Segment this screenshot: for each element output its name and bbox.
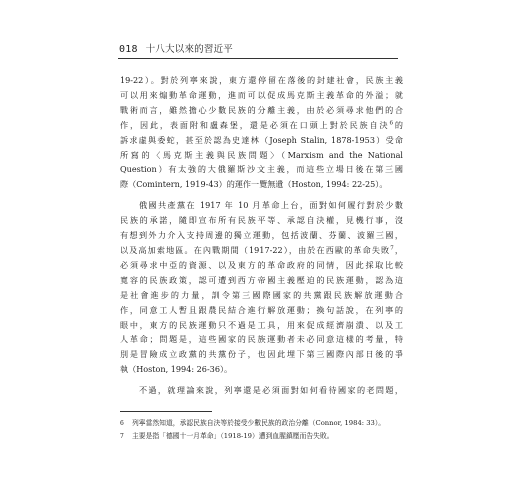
- body-text: [120, 73, 403, 398]
- body-line: 是社會進步的力量，訓令第三國際國家的共黨跟民族解放運動合: [120, 289, 403, 300]
- header-rule: [118, 58, 398, 59]
- body-line: 所寫的〈馬克斯主義與民族問題〉（Marxism and the National: [120, 149, 403, 160]
- body-line: 作，同意工人暫且跟農民結合進行解放運動；換句話說，在列寧的: [120, 304, 403, 315]
- body-line: Question）有太強的大俄羅斯沙文主義，而這些立場日後在第三國: [120, 164, 403, 175]
- body-line: 以及高加索地區。在內戰期間（1917-22），由於在西歐的革命失敗$^7$，: [120, 244, 403, 255]
- body-line: 人革命；問題是，這些國家的民族運動者未必同意這樣的考量，特: [120, 334, 403, 345]
- footnote-ref-7[interactable]: 7: [390, 245, 394, 252]
- body-line: 必須尋求中亞的資源、以及東方的革命政府的同情，因此採取比較: [120, 259, 403, 270]
- body-line: 有想到外力介入支持周邊的獨立運動，包括波蘭、芬蘭、波羅三國，: [120, 230, 403, 241]
- footnote-text: 列寧當然知道，承認民族自決等於接受少數民族的政治分離（Connor, 1984: 33）。: [132, 419, 386, 427]
- footnote-6: [120, 418, 403, 429]
- body-line: 際（Comintern, 1919-43）的運作一覽無遺（Hoston, 1994: 22-25）。: [120, 179, 388, 190]
- running-title: 十八大以來的習近平: [145, 44, 233, 55]
- body-line: 寬容的民族政策，認可遭到西方帝國主義壓迫的民族運動，認為這: [120, 274, 403, 285]
- body-line: 執（Hoston, 1994: 26-36）。: [120, 364, 233, 375]
- footnote-7: [120, 431, 403, 442]
- body-line: 訴求虛與委蛇，甚至於認為史達林（Joseph Stalin, 1878-1953）受命: [120, 134, 403, 145]
- footnote-number: 6: [120, 420, 124, 427]
- footnote-rule: [120, 411, 212, 412]
- body-line: 作，因此，表面附和盧森堡，還是必須在口頭上對於民族自決$^6$的: [120, 119, 403, 130]
- footnote-text: 主要是指「德國十一月革命」（1918-19）遭到血腥鎮壓而告失敗。: [132, 432, 334, 440]
- body-line: 俄國共產黨在 1917 年 10 月革命上台，面對如何履行對於少數: [120, 200, 403, 211]
- body-line: 不過，就理論來說，列寧還是必須面對如何看待國家的老問題，: [120, 385, 403, 396]
- footnote-number: 7: [120, 433, 124, 440]
- body-line: 可以用來煽動革命運動，進而可以促成馬克斯主義革命的外溢；就: [120, 89, 403, 100]
- body-line: 19-22）。對於列寧來說，東方還停留在落後的封建社會，民族主義: [120, 75, 403, 85]
- footnote-ref-6[interactable]: 6: [389, 120, 393, 127]
- running-header: [119, 41, 233, 55]
- page-number: 018: [119, 44, 138, 55]
- body-line: 戰術而言，雖然擔心少數民族的分離主義，由於必須尋求他們的合: [120, 104, 403, 115]
- body-line: 民族的承諾，隨即宣布所有民族平等、承認自決權，見機行事，沒: [120, 215, 403, 226]
- footnotes: [120, 418, 403, 444]
- body-line: 別是冒險成立政黨的共黨份子，也因此埋下第三國際內部日後的爭: [120, 349, 403, 360]
- body-line: 眼中，東方的民族運動只不過是工具，用來促成經濟崩潰、以及工: [120, 319, 403, 330]
